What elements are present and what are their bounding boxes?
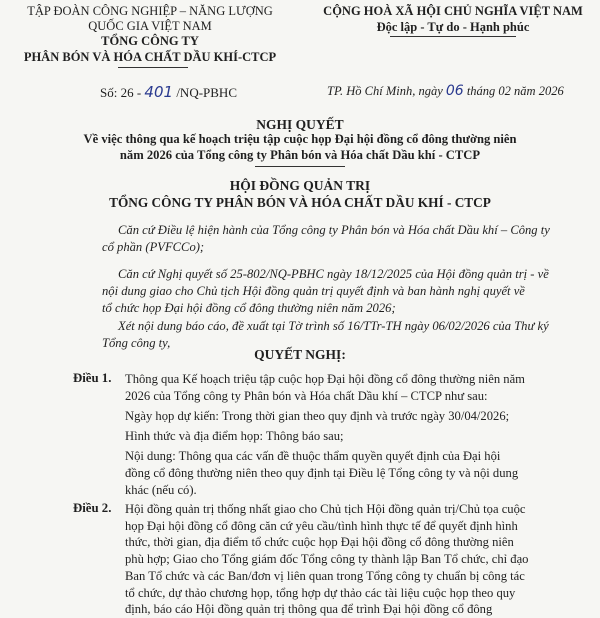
- article-1-item-3: [125, 448, 593, 499]
- basis-3-line1: Xét nội dung báo cáo, đề xuất tại Tờ trình số 16/TTr-TH ngày 06/02/2026 của Thư ký: [118, 319, 549, 333]
- document-subject-line1: Về việc thông qua kế hoạch triệu tập cuộc họp Đại hội đồng cổ đông thường niên: [83, 132, 517, 146]
- basis-2-line1: Căn cứ Nghị quyết số 25-802/NQ-PBHC ngày 18/12/2025 của Hội đồng quản trị - về: [118, 267, 549, 281]
- date-day-handwritten: 06: [445, 83, 464, 99]
- basis-1: [102, 222, 592, 256]
- article-2-body: [125, 501, 593, 618]
- org-underline: [118, 67, 188, 68]
- article-1-item-1-line1: Ngày họp dự kiến: Trong thời gian theo quy định và trước ngày 30/04/2026;: [125, 409, 510, 423]
- article-1-line2: 2026 của Tổng công ty Phân bón và Hóa chất Dầu khí – CTCP như sau:: [125, 389, 488, 403]
- article-1-label: Điều 1.: [73, 371, 112, 385]
- resolution-heading: QUYẾT NGHỊ:: [254, 347, 346, 362]
- motto-underline: [390, 36, 516, 37]
- basis-1-line2: cổ phần (PVFCCo);: [102, 240, 205, 254]
- article-2-line: Ban Tổ chức và các Ban/đơn vị liên quan trong Tổng công ty chuẩn bị công tác: [125, 568, 525, 583]
- article-1-item-3-line2: đồng cổ đông thường niên theo quy định tại Điều lệ Tổng công ty và nội dung: [125, 466, 519, 480]
- article-1-item-3-line3: khác (nếu có).: [125, 483, 197, 497]
- document-subject-line2: năm 2026 của Tổng công ty Phân bón và Hóa chất Dầu khí - CTCP: [119, 148, 481, 162]
- article-1-body: [125, 371, 593, 405]
- doc-number-handwritten: 401: [144, 83, 174, 101]
- subject-underline: [255, 166, 345, 167]
- article-2-line: định, báo cáo Hội đồng quản trị thông qua để trình Đại hội đồng cổ đông: [125, 602, 493, 617]
- basis-1-line1: Căn cứ Điều lệ hiện hành của Tổng công ty Phân bón và Hóa chất Dầu khí – Công ty: [118, 223, 550, 237]
- date-prefix: TP. Hồ Chí Minh, ngày: [327, 84, 443, 98]
- article-1-line1: Thông qua Kế hoạch triệu tập cuộc họp Đại hội đồng cổ đông thường niên năm: [125, 372, 525, 386]
- article-1-item-1: [125, 408, 593, 425]
- basis-2: [102, 266, 592, 317]
- org-name-line1: TỔNG CÔNG TY: [101, 34, 199, 48]
- issuing-body-line1: HỘI ĐỒNG QUẢN TRỊ: [229, 178, 371, 193]
- org-parent-line1: TẬP ĐOÀN CÔNG NGHIỆP – NĂNG LƯỢNG: [27, 4, 273, 18]
- article-2-label: Điều 2.: [73, 501, 112, 515]
- article-1-item-2: [125, 428, 593, 445]
- doc-number-prefix: Số: 26 -: [100, 85, 142, 100]
- article-1-item-3-line1: Nội dung: Thông qua các vấn đề thuộc thẩm quyền quyết định của Đại hội: [125, 449, 501, 463]
- nation-motto: Độc lập - Tự do - Hạnh phúc: [376, 20, 530, 34]
- article-2-line: thức, thời gian, địa điểm tổ chức cuộc họp Đại hội đồng cổ đông thường niên: [125, 535, 514, 550]
- basis-2-line2: nội dung giao cho Chủ tịch Hội đồng quản trị quyết định và ban hành nghị quyết về: [102, 284, 525, 298]
- basis-3-line2: Tổng công ty,: [102, 336, 171, 350]
- document-title: NGHỊ QUYẾT: [256, 117, 344, 132]
- article-2-line: họp Đại hội đồng cổ đông căn cứ yêu cầu/tình hình thực tế để quyết định hình: [125, 518, 518, 533]
- nation-title: CỘNG HOÀ XÃ HỘI CHỦ NGHĨA VIỆT NAM: [323, 4, 583, 18]
- basis-2-line3: tổ chức họp Đại hội đồng cổ đông thường niên năm 2026;: [102, 301, 396, 315]
- issuing-body-line2: TỔNG CÔNG TY PHÂN BÓN VÀ HÓA CHẤT DẦU KHÍ - CTCP: [109, 195, 491, 210]
- article-2-line: tổ chức, dự thảo chương họp, tổng hợp dự thảo các tài liệu cuộc họp theo quy: [125, 585, 516, 600]
- article-2-line: Hội đồng quản trị thống nhất giao cho Chủ tịch Hội đồng quản trị/Chủ tọa cuộc: [125, 502, 526, 516]
- org-parent-line2: QUỐC GIA VIỆT NAM: [88, 19, 212, 33]
- article-2-line: phù hợp; Giao cho Tổng giám đốc Tổng công ty thành lập Ban Tổ chức, chỉ đạo: [125, 552, 529, 567]
- org-name-line2: PHÂN BÓN VÀ HÓA CHẤT DẦU KHÍ-CTCP: [23, 50, 277, 64]
- document-date: [327, 83, 564, 99]
- document-number: [100, 83, 237, 101]
- article-1-item-2-line1: Hình thức và địa điểm họp: Thông báo sau;: [125, 429, 344, 443]
- date-suffix: tháng 02 năm 2026: [466, 84, 564, 98]
- doc-number-suffix: /NQ-PBHC: [176, 85, 237, 100]
